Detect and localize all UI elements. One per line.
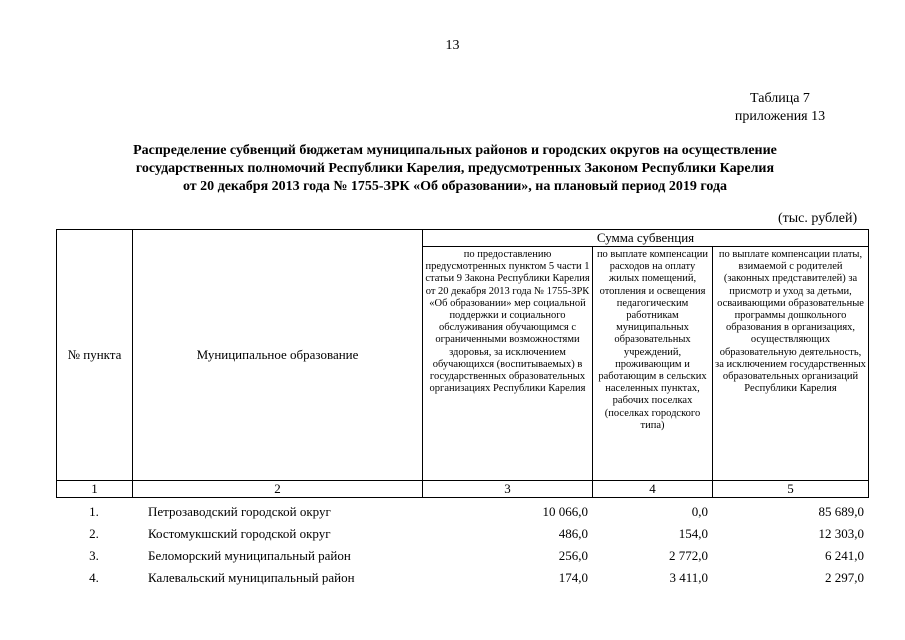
- table-row: [56, 501, 868, 523]
- row-value-2: 0,0: [691, 504, 708, 519]
- table-row: [56, 567, 868, 589]
- data-table: [56, 501, 868, 589]
- row-value-3: 6 241,0: [825, 548, 864, 563]
- row-value-3: 85 689,0: [818, 504, 864, 519]
- unit-label: (тыс. рублей): [778, 211, 858, 226]
- row-value-1: 486,0: [558, 526, 588, 541]
- header-sub-2: по выплате компенсации расходов на оплату жилых помещений, отопления и освещения педагогическим работникам муниципальных образовательных учреждений, проживающим и работающим в сельских населенных пунктах, рабочих поселках (поселках городского типа): [593, 247, 713, 481]
- row-municipality: Костомукшский городской округ: [148, 526, 331, 541]
- header-sub-1: по предоставлению предусмотренных пунктом 5 части 1 статьи 9 Закона Республики Карелия от 20 декабря 2013 года № 1755-ЗРК «Об образовании» мер социальной поддержки и социального обслуживания обучающимся с ограниченными возможностями здоровья, за исключением обучающихся (воспитываемых) в государственных образовательных организациях Республики Карелия: [423, 247, 593, 481]
- header-col-number: № пункта: [57, 230, 133, 481]
- table-row: [56, 523, 868, 545]
- row-municipality: Калевальский муниципальный район: [148, 570, 355, 585]
- row-municipality: Беломорский муниципальный район: [148, 548, 351, 563]
- page-number: 13: [445, 38, 460, 53]
- row-value-1: 174,0: [558, 570, 588, 585]
- row-value-3: 2 297,0: [825, 570, 864, 585]
- column-number-4: 4: [593, 481, 713, 498]
- title-line1: Распределение субвенций бюджетам муниципальных районов и городских округов на осуществление: [133, 143, 777, 158]
- column-number-1: 1: [57, 481, 133, 498]
- row-number: 1.: [89, 504, 99, 519]
- column-number-2: 2: [133, 481, 423, 498]
- header-col-municipality: Муниципальное образование: [133, 230, 423, 481]
- row-value-2: 2 772,0: [669, 548, 708, 563]
- row-value-2: 154,0: [678, 526, 708, 541]
- header-sub-3: по выплате компенсации платы, взимаемой с родителей (законных представителей) за присмотр и уход за детьми, осваивающими образовательные программы дошкольного образования в организациях, осуществляющих образовательную деятельность, за исключением государственных образовательных организаций Республики Карелия: [713, 247, 869, 481]
- row-number: 3.: [89, 548, 99, 563]
- table-row: [56, 545, 868, 567]
- header-sum-group: Сумма субвенция: [423, 230, 869, 247]
- title-line3: от 20 декабря 2013 года № 1755-ЗРК «Об образовании», на плановый период 2019 года: [182, 179, 728, 194]
- table-label: [720, 90, 840, 126]
- row-value-3: 12 303,0: [818, 526, 864, 541]
- column-number-5: 5: [713, 481, 869, 498]
- row-number: 2.: [89, 526, 99, 541]
- document-title: [60, 142, 850, 196]
- row-value-1: 10 066,0: [542, 504, 588, 519]
- title-line2: государственных полномочий Республики Карелия, предусмотренных Законом Республики Карелия: [135, 161, 775, 176]
- column-number-3: 3: [423, 481, 593, 498]
- row-value-2: 3 411,0: [669, 570, 708, 585]
- row-value-1: 256,0: [558, 548, 588, 563]
- table-label-line2: приложения 13: [734, 109, 826, 124]
- row-number: 4.: [89, 570, 99, 585]
- table-header: [56, 229, 869, 498]
- column-numbers-row: [57, 481, 869, 498]
- table-label-line1: Таблица 7: [750, 91, 810, 106]
- row-municipality: Петрозаводский городской округ: [148, 504, 331, 519]
